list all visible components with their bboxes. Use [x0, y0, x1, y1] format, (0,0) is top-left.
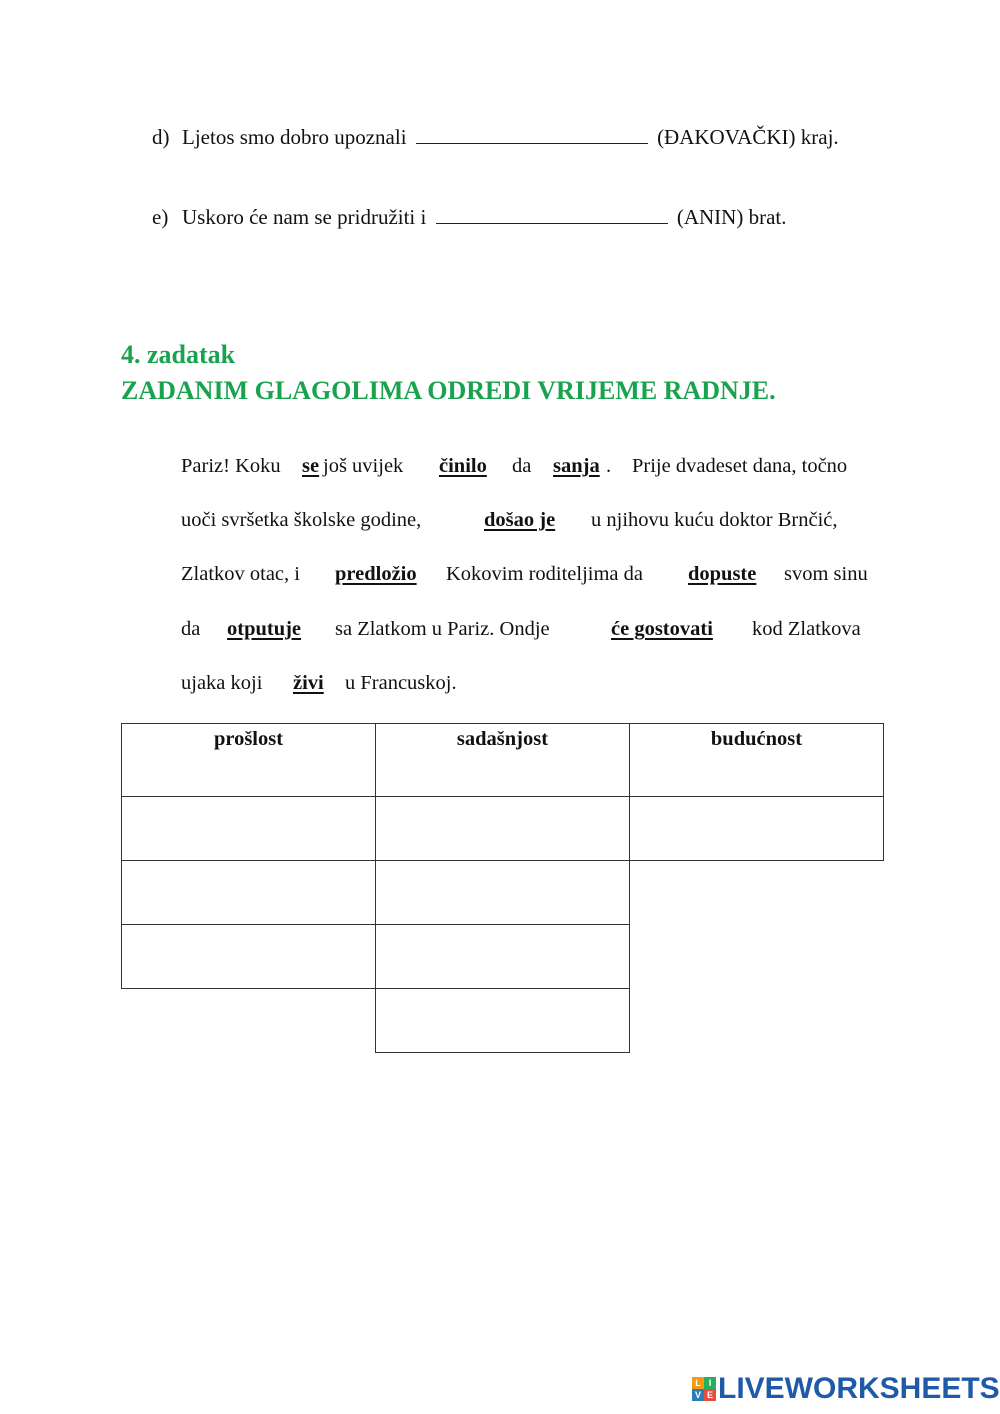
exercise-title: ZADANIM GLAGOLIMA ODREDI VRIJEME RADNJE. — [121, 376, 776, 405]
answer-cell-past-1[interactable] — [121, 796, 376, 861]
answer-cell-present-3[interactable] — [375, 924, 630, 989]
paragraph-line — [181, 672, 879, 702]
text-fragment: u Francuskoj. — [345, 672, 457, 694]
verb-dopuste: dopuste — [688, 563, 757, 585]
answer-blank-e[interactable] — [436, 204, 668, 224]
verb-predlozio: predložio — [335, 563, 417, 585]
header-label: sadašnjost — [456, 728, 549, 750]
text-fragment: u njihovu kuću doktor Brnčić, — [591, 509, 838, 531]
text-fragment: Zlatkov otac, i — [181, 563, 300, 585]
verb-dosao-je: došao je — [484, 509, 556, 531]
answer-blank-d[interactable] — [416, 124, 648, 144]
logo-mark-letter: L — [692, 1377, 704, 1389]
text-fragment: da — [512, 455, 532, 477]
paragraph-line — [181, 563, 879, 593]
item-text-before: Ljetos smo dobro upoznali — [182, 125, 407, 149]
verb-sanja: sanja — [553, 455, 600, 477]
paragraph-line — [181, 509, 879, 539]
text-fragment: Prije dvadeset dana, točno — [632, 455, 848, 477]
verb-cinilo: činilo — [439, 455, 487, 477]
verb-otputuje: otputuje — [227, 618, 302, 640]
item-label: d) — [152, 125, 170, 149]
header-past — [121, 723, 376, 797]
header-present — [375, 723, 630, 797]
logo-icon — [692, 1377, 716, 1401]
paragraph-line — [181, 618, 879, 648]
logo-mark-letter: V — [692, 1389, 704, 1401]
logo-text: LIVEWORKSHEETS — [718, 1372, 1000, 1405]
text-fragment: ujaka koji — [181, 672, 263, 694]
item-text-after: (ANIN) brat. — [676, 205, 787, 229]
text-fragment: Kokovim roditeljima da — [446, 563, 643, 585]
answer-cell-present-2[interactable] — [375, 860, 630, 925]
verb-ce-gostovati: će gostovati — [611, 618, 713, 640]
verb-se: se — [302, 455, 320, 477]
text-fragment: kod Zlatkova — [752, 618, 861, 640]
liveworksheets-logo — [692, 1374, 1000, 1404]
text-fragment: da — [181, 618, 201, 640]
header-future — [629, 723, 884, 797]
item-text-after: (ĐAKOVAČKI) kraj. — [657, 125, 839, 149]
exercise-item-e — [152, 204, 786, 230]
text-fragment: još uvijek — [323, 455, 404, 477]
paragraph-line — [181, 455, 879, 485]
header-label: budućnost — [710, 728, 803, 750]
answer-cell-present-1[interactable] — [375, 796, 630, 861]
text-fragment: Pariz! Koku — [181, 455, 281, 477]
text-fragment: svom sinu — [784, 563, 868, 585]
item-label: e) — [152, 205, 169, 229]
answer-cell-past-3[interactable] — [121, 924, 376, 989]
text-fragment: uoči svršetka školske godine, — [181, 509, 422, 531]
logo-mark-letter: I — [704, 1377, 716, 1389]
exercise-number: 4. zadatak — [121, 340, 236, 369]
header-label: prošlost — [213, 728, 284, 750]
verb-zivi: živi — [293, 672, 324, 694]
answer-cell-future-1[interactable] — [629, 796, 884, 861]
text-fragment: . — [606, 455, 612, 477]
item-text-before: Uskoro će nam se pridružiti i — [182, 205, 427, 229]
logo-mark-letter: E — [704, 1389, 716, 1401]
answer-cell-past-2[interactable] — [121, 860, 376, 925]
exercise-item-d — [152, 124, 839, 150]
answer-cell-present-4[interactable] — [375, 988, 630, 1053]
text-fragment: sa Zlatkom u Pariz. Ondje — [335, 618, 550, 640]
